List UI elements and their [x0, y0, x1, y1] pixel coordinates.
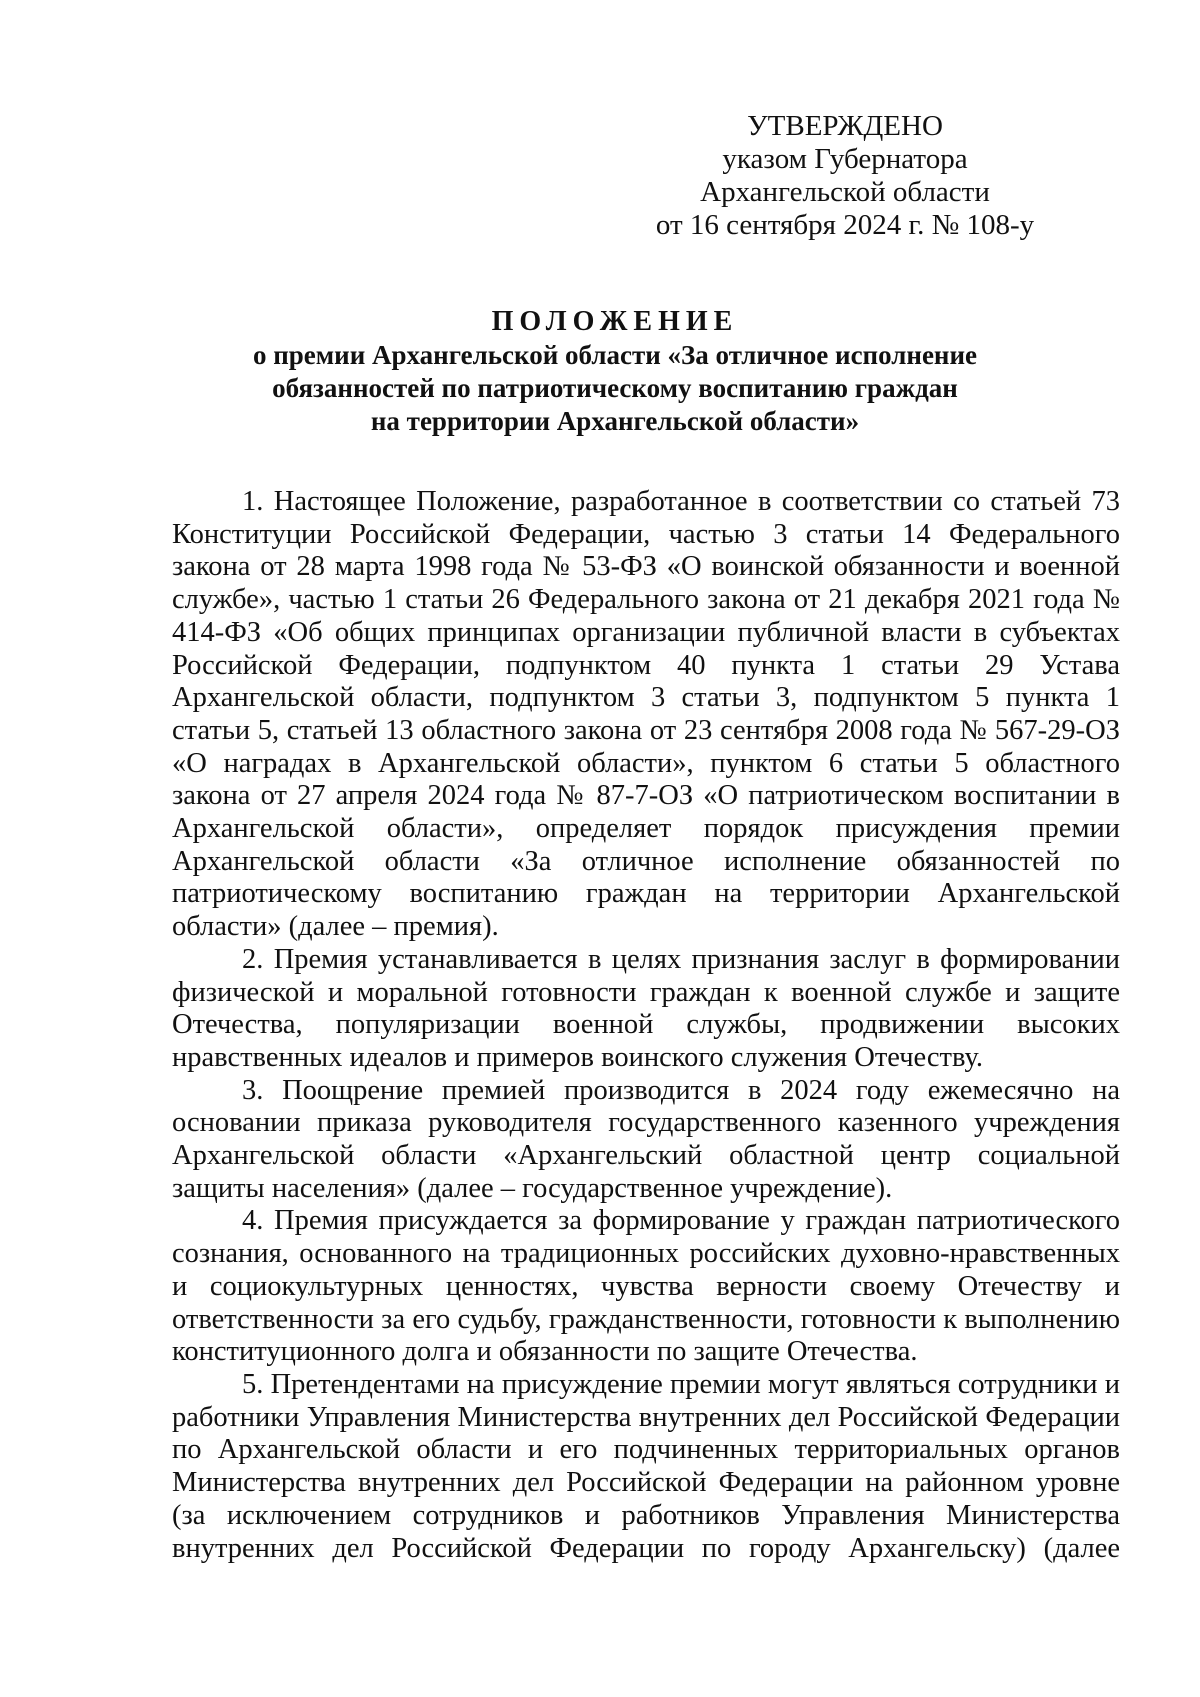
document-title: [140, 305, 1090, 438]
title-heading: ПОЛОЖЕНИЕ: [491, 306, 739, 337]
title-line-2: обязанностей по патриотическому воспитанию граждан: [272, 373, 958, 403]
paragraph-5: 5. Претендентами на присуждение премии могут являться сотрудники и работники Управления Министерства внутренних дел Российской Федерации по Архангельской области и его подчиненных территориальных органов Министерства внутренних дел Российской Федерации на районном уровне (за исключением сотрудников и работников Управления Министерства внутренних дел Российской Федерации по городу Архангельску) (далее: [172, 1368, 1120, 1564]
paragraph-2: 2. Премия устанавливается в целях признания заслуг в формировании физической и моральной готовности граждан к военной службе и защите Отечества, популяризации военной службы, продвижении высоких нравственных идеалов и примеров воинского служения Отечеству.: [172, 943, 1120, 1073]
paragraph-4: 4. Премия присуждается за формирование у граждан патриотического сознания, основанного на традиционных российских духовно-нравственных и социокультурных ценностях, чувства верности своему Отечеству и ответственности за его судьбу, гражданственности, готовности к выполнению конституционного долга и обязанности по защите Отечества.: [172, 1205, 1120, 1368]
document-body: [172, 486, 1120, 1565]
paragraph-3: 3. Поощрение премией производится в 2024 году ежемесячно на основании приказа руководителя государственного казенного учреждения Архангельской области «Архангельский областной центр социальной защиты населения» (далее – государственное учреждение).: [172, 1074, 1120, 1204]
title-line-1: о премии Архангельской области «За отличное исполнение: [252, 340, 978, 370]
approval-stamp-block: [650, 110, 1040, 242]
approval-heading: УТВЕРЖДЕНО: [747, 110, 943, 142]
approval-region: Архангельской области: [700, 176, 990, 208]
title-line-3: на территории Архангельской области»: [370, 406, 860, 436]
approval-authority: указом Губернатора: [722, 143, 968, 175]
paragraph-1: 1. Настоящее Положение, разработанное в соответствии со статьей 73 Конституции Российской Федерации, частью 3 статьи 14 Федерального закона от 28 марта 1998 года № 53-ФЗ «О воинской обязанности и военной службе», частью 1 статьи 26 Федерального закона от 21 декабря 2021 года № 414-ФЗ «Об общих принципах организации публичной власти в субъектах Российской Федерации, подпунктом 40 пункта 1 статьи 29 Устава Архангельской области, подпунктом 3 статьи 3, подпунктом 5 пункта 1 статьи 5, статьей 13 областного закона от 23 сентября 2008 года № 567-29-ОЗ «О наградах в Архангельской области», пунктом 6 статьи 5 областного закона от 27 апреля 2024 года № 87-7-ОЗ «О патриотическом воспитании в Архангельской области», определяет порядок присуждения премии Архангельской области «За отличное исполнение обязанностей по патриотическому воспитанию граждан на территории Архангельской области» (далее – премия).: [172, 486, 1120, 943]
approval-date-number: от 16 сентября 2024 г. № 108-у: [655, 209, 1035, 241]
